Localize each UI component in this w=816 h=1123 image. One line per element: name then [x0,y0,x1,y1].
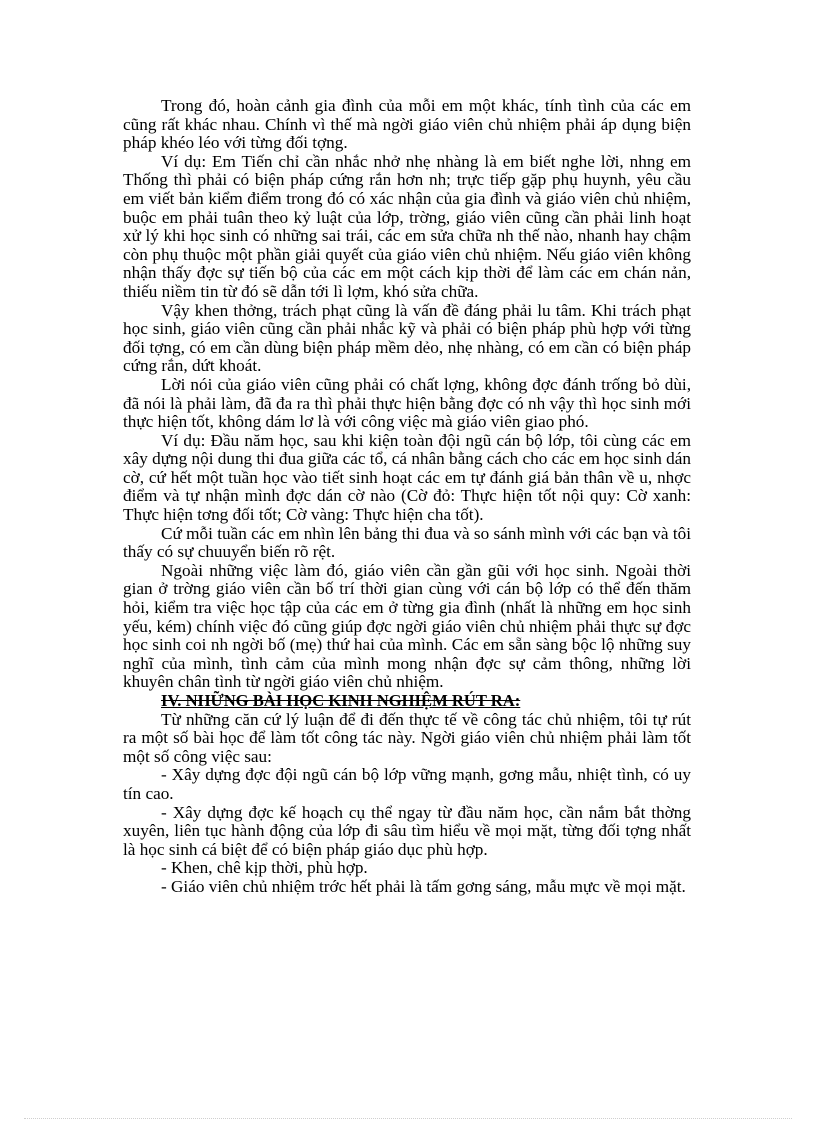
paragraph: Ngoài những việc làm đó, giáo viên cần gần gũi với học sinh. Ngoài thời gian ở trờng giáo viên cần bố trí thời gian cùng với cán bộ lớp có thể đến thăm hỏi, kiểm tra việc học tập của các em ở từng gia đình (nhất là những em học sinh yếu, kém) chính việc đó cũng giúp đợc ngời giáo viên chủ nhiệm phải thực sự đợc học sinh coi nh ngời bố (mẹ) thứ hai của mình. Các em sẵn sàng bộc lộ những suy nghĩ của mình, tình cảm của mình mong nhận đợc sự cảm thông, những lời khuyên chân tình từ ngời giáo viên chủ nhiệm. [123,560,691,692]
paragraph: Vậy khen thởng, trách phạt cũng là vấn đề đáng phải lu tâm. Khi trách phạt học sinh, giáo viên cũng cần phải nhắc kỹ và phải có biện pháp phù hợp với từng đối tợng, có em cần dùng biện pháp mềm dẻo, nhẹ nhàng, có em cần có biện pháp cứng rắn, dứt khoát. [123,300,691,376]
paragraph: Ví dụ: Đầu năm học, sau khi kiện toàn đội ngũ cán bộ lớp, tôi cùng các em xây dựng nội dung thi đua giữa các tổ, cá nhân bằng cách cho các em học sinh dán cờ, cứ hết một tuần học vào tiết sinh hoạt các em tự đánh giá bản thân về u, nhợc điểm và tự nhận mình đợc dán cờ nào (Cờ đỏ: Thực hiện tốt nội quy: Cờ xanh: Thực hiện tơng đối tốt; Cờ vàng: Thực hiện cha tốt). [123,430,691,525]
paragraph: Ví dụ: Em Tiến chỉ cần nhắc nhở nhẹ nhàng là em biết nghe lời, nhng em Thống thì phải có biện pháp cứng rắn hơn nh; trực tiếp gặp phụ huynh, yêu cầu em viết bản kiểm điểm trong đó có xác nhận của gia đình và giáo viên chủ nhiệm, buộc em phải tuân theo kỷ luật của lớp, trờng, giáo viên cũng cần phải linh hoạt xử lý khi học sinh có những sai trái, các em sửa chữa nh thế nào, nhanh hay chậm còn phụ thuộc một phần giải quyết của giáo viên chủ nhiệm. Nếu giáo viên không nhận thấy đợc sự tiến bộ của các em một cách kịp thời để làm các em chán nản, thiếu niềm tin từ đó sẽ dẫn tới lì lợm, khó sửa chữa. [123,151,691,301]
paragraph: Cứ mỗi tuần các em nhìn lên bảng thi đua và so sánh mình với các bạn và tôi thấy có sự chuuyển biến rõ rệt. [123,523,691,562]
paragraph: Trong đó, hoàn cảnh gia đình của mỗi em một khác, tính tình của các em cũng rất khác nhau. Chính vì thế mà ngời giáo viên chủ nhiệm phải áp dụng biện pháp khéo léo với từng đối tợng. [123,96,691,153]
paragraph: Từ những căn cứ lý luận để đi đến thực tế về công tác chủ nhiệm, tôi tự rút ra một số bài học để làm tốt công tác này. Ngời giáo viên chủ nhiệm phải làm tốt một số công việc sau: [123,709,691,766]
list-item: - Xây dựng đợc đội ngũ cán bộ lớp vững mạnh, gơng mẫu, nhiệt tình, có uy tín cao. [123,765,691,803]
document-page [123,97,691,897]
paragraph: Lời nói của giáo viên cũng phải có chất lợng, không đợc đánh trống bỏ dùi, đã nói là phải làm, đã đa ra thì phải thực hiện bằng đợc có nh vậy thì học sinh mới thực hiện tốt, không dám lơ là với công việc mà giáo viên giao phó. [123,374,691,432]
page-bottom-divider [24,1118,792,1119]
section-heading: IV. NHỮNG BÀI HỌC KINH NGHIỆM RÚT RA: [161,691,521,710]
list-item: - Giáo viên chủ nhiệm trớc hết phải là tấm gơng sáng, mẫu mực về mọi mặt. [161,876,686,896]
list-item: - Khen, chê kịp thời, phù hợp. [161,858,368,878]
list-item: - Xây dựng đợc kế hoạch cụ thể ngay từ đầu năm học, cần nắm bắt thờng xuyên, liên tục hành động của lớp đi sâu tìm hiểu về mọi mặt, từng đối tợng nhất là học sinh cá biệt để có biện pháp giáo dục phù hợp. [123,802,691,859]
